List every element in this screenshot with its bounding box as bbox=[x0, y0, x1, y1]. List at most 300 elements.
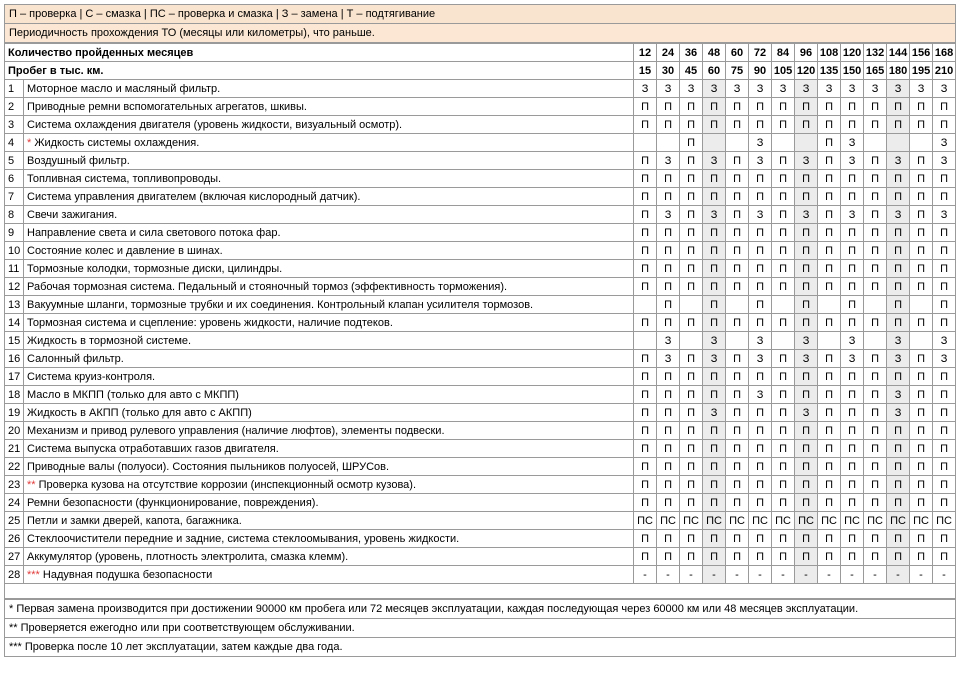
schedule-cell: П bbox=[680, 314, 703, 332]
schedule-cell: П bbox=[887, 98, 910, 116]
schedule-cell: П bbox=[818, 188, 841, 206]
schedule-cell: П bbox=[818, 242, 841, 260]
schedule-cell: П bbox=[634, 260, 657, 278]
schedule-cell: З bbox=[887, 386, 910, 404]
schedule-cell: П bbox=[795, 260, 818, 278]
schedule-cell: П bbox=[910, 278, 933, 296]
schedule-cell: П bbox=[749, 530, 772, 548]
schedule-cell: З bbox=[795, 152, 818, 170]
schedule-cell: П bbox=[772, 440, 795, 458]
footnote-marker: * bbox=[27, 136, 32, 149]
schedule-cell: П bbox=[657, 98, 680, 116]
schedule-cell: П bbox=[795, 458, 818, 476]
schedule-cell bbox=[726, 296, 749, 314]
schedule-cell: З bbox=[841, 152, 864, 170]
row-description bbox=[24, 368, 634, 386]
schedule-cell: П bbox=[726, 548, 749, 566]
km-header-row-cell: 90 bbox=[749, 62, 772, 80]
schedule-cell: П bbox=[772, 404, 795, 422]
schedule-cell: П bbox=[818, 476, 841, 494]
schedule-cell: П bbox=[726, 440, 749, 458]
schedule-cell: П bbox=[818, 152, 841, 170]
schedule-cell: П bbox=[634, 458, 657, 476]
row-number: 11 bbox=[5, 260, 24, 278]
schedule-cell: З bbox=[818, 80, 841, 98]
schedule-cell: П bbox=[703, 224, 726, 242]
km-header-row-cell: 30 bbox=[657, 62, 680, 80]
schedule-cell: П bbox=[818, 440, 841, 458]
schedule-cell: П bbox=[680, 368, 703, 386]
row-description bbox=[24, 566, 634, 584]
schedule-cell: П bbox=[864, 458, 887, 476]
row-description bbox=[24, 152, 634, 170]
schedule-cell: П bbox=[749, 314, 772, 332]
schedule-cell: П bbox=[703, 476, 726, 494]
schedule-cell: П bbox=[680, 188, 703, 206]
row-description bbox=[24, 260, 634, 278]
schedule-cell: П bbox=[657, 404, 680, 422]
km-header-row-label: Пробег в тыс. км. bbox=[5, 62, 634, 80]
row-description bbox=[24, 332, 634, 350]
schedule-cell: П bbox=[634, 494, 657, 512]
schedule-cell: П bbox=[726, 260, 749, 278]
schedule-cell: П bbox=[703, 296, 726, 314]
schedule-cell: П bbox=[933, 116, 956, 134]
schedule-cell: П bbox=[680, 98, 703, 116]
months-header-row-cell: 120 bbox=[841, 44, 864, 62]
row-description bbox=[24, 350, 634, 368]
row-number: 13 bbox=[5, 296, 24, 314]
schedule-cell: П bbox=[933, 386, 956, 404]
schedule-cell: П bbox=[841, 116, 864, 134]
schedule-cell: П bbox=[634, 242, 657, 260]
schedule-cell: ПС bbox=[772, 512, 795, 530]
schedule-cell bbox=[680, 296, 703, 314]
schedule-cell: П bbox=[703, 440, 726, 458]
schedule-cell: П bbox=[680, 404, 703, 422]
schedule-cell: П bbox=[634, 368, 657, 386]
schedule-cell: П bbox=[657, 116, 680, 134]
schedule-cell: П bbox=[657, 458, 680, 476]
schedule-cell: П bbox=[864, 368, 887, 386]
schedule-cell: П bbox=[795, 314, 818, 332]
schedule-cell: П bbox=[749, 404, 772, 422]
schedule-cell: П bbox=[818, 260, 841, 278]
km-header-row-cell: 105 bbox=[772, 62, 795, 80]
schedule-cell: З bbox=[933, 152, 956, 170]
schedule-cell: П bbox=[749, 224, 772, 242]
row-description bbox=[24, 242, 634, 260]
table-row bbox=[5, 422, 956, 440]
schedule-cell: П bbox=[864, 188, 887, 206]
schedule-cell: З bbox=[657, 80, 680, 98]
schedule-cell: П bbox=[864, 98, 887, 116]
schedule-cell: П bbox=[864, 548, 887, 566]
schedule-cell: ПС bbox=[910, 512, 933, 530]
schedule-cell: П bbox=[726, 350, 749, 368]
schedule-cell: П bbox=[657, 278, 680, 296]
schedule-cell: П bbox=[726, 206, 749, 224]
schedule-cell: П bbox=[887, 422, 910, 440]
schedule-cell: П bbox=[864, 386, 887, 404]
row-description bbox=[24, 224, 634, 242]
schedule-cell: - bbox=[887, 566, 910, 584]
footnote-marker: ** bbox=[27, 478, 36, 491]
schedule-cell: П bbox=[864, 440, 887, 458]
schedule-cell bbox=[634, 296, 657, 314]
row-description bbox=[24, 476, 634, 494]
row-description-text: Направление света и сила светового потока фар. bbox=[27, 226, 281, 239]
schedule-cell bbox=[910, 332, 933, 350]
schedule-cell: П bbox=[910, 494, 933, 512]
schedule-cell: П bbox=[818, 404, 841, 422]
schedule-cell: П bbox=[772, 278, 795, 296]
schedule-cell: П bbox=[749, 440, 772, 458]
schedule-cell: П bbox=[795, 242, 818, 260]
schedule-cell: П bbox=[634, 476, 657, 494]
row-number: 17 bbox=[5, 368, 24, 386]
schedule-cell: П bbox=[841, 170, 864, 188]
schedule-cell: П bbox=[795, 188, 818, 206]
schedule-cell: П bbox=[933, 296, 956, 314]
schedule-cell: П bbox=[634, 440, 657, 458]
schedule-cell: П bbox=[726, 98, 749, 116]
schedule-cell: - bbox=[933, 566, 956, 584]
schedule-cell: П bbox=[933, 188, 956, 206]
schedule-cell: П bbox=[795, 98, 818, 116]
table-row bbox=[5, 134, 956, 152]
schedule-cell: П bbox=[703, 188, 726, 206]
schedule-cell: П bbox=[703, 494, 726, 512]
months-header-row-cell: 12 bbox=[634, 44, 657, 62]
schedule-cell bbox=[657, 134, 680, 152]
schedule-cell: П bbox=[933, 242, 956, 260]
schedule-cell: П bbox=[933, 422, 956, 440]
months-header-row-cell: 168 bbox=[933, 44, 956, 62]
schedule-cell bbox=[864, 296, 887, 314]
schedule-cell: З bbox=[841, 134, 864, 152]
schedule-cell: П bbox=[795, 530, 818, 548]
schedule-cell: П bbox=[680, 134, 703, 152]
schedule-cell: П bbox=[795, 170, 818, 188]
schedule-cell: П bbox=[703, 314, 726, 332]
row-description bbox=[24, 278, 634, 296]
schedule-cell: З bbox=[933, 350, 956, 368]
schedule-cell: П bbox=[864, 116, 887, 134]
schedule-cell: П bbox=[910, 170, 933, 188]
row-description bbox=[24, 548, 634, 566]
schedule-cell: П bbox=[703, 242, 726, 260]
schedule-cell: З bbox=[749, 80, 772, 98]
row-number: 8 bbox=[5, 206, 24, 224]
schedule-cell bbox=[772, 296, 795, 314]
schedule-cell: П bbox=[795, 278, 818, 296]
row-number: 18 bbox=[5, 386, 24, 404]
schedule-cell: П bbox=[887, 440, 910, 458]
row-description-text: Свечи зажигания. bbox=[27, 208, 118, 221]
schedule-cell bbox=[634, 332, 657, 350]
schedule-cell: З bbox=[910, 80, 933, 98]
schedule-cell: П bbox=[634, 98, 657, 116]
row-description-text: Воздушный фильтр. bbox=[27, 154, 130, 167]
km-header-row-cell: 150 bbox=[841, 62, 864, 80]
schedule-cell: П bbox=[841, 458, 864, 476]
row-number: 14 bbox=[5, 314, 24, 332]
schedule-cell: З bbox=[841, 332, 864, 350]
schedule-cell: З bbox=[887, 206, 910, 224]
months-header-row-cell: 60 bbox=[726, 44, 749, 62]
schedule-cell: П bbox=[933, 170, 956, 188]
schedule-cell: - bbox=[795, 566, 818, 584]
schedule-cell: П bbox=[910, 422, 933, 440]
schedule-cell: П bbox=[795, 548, 818, 566]
schedule-cell: П bbox=[772, 314, 795, 332]
schedule-cell: П bbox=[818, 206, 841, 224]
row-number: 22 bbox=[5, 458, 24, 476]
row-description bbox=[24, 404, 634, 422]
schedule-cell: - bbox=[772, 566, 795, 584]
schedule-cell: П bbox=[841, 224, 864, 242]
schedule-cell: П bbox=[680, 242, 703, 260]
schedule-cell: З bbox=[657, 152, 680, 170]
schedule-cell: П bbox=[680, 224, 703, 242]
schedule-cell: П bbox=[933, 98, 956, 116]
schedule-cell: П bbox=[933, 440, 956, 458]
row-description bbox=[24, 386, 634, 404]
schedule-cell: П bbox=[910, 260, 933, 278]
months-header-row-cell: 156 bbox=[910, 44, 933, 62]
km-header-row bbox=[5, 62, 956, 80]
table-row bbox=[5, 242, 956, 260]
table-row bbox=[5, 458, 956, 476]
schedule-cell: П bbox=[795, 386, 818, 404]
row-description bbox=[24, 98, 634, 116]
row-description-text: Масло в МКПП (только для авто с МКПП) bbox=[27, 388, 239, 401]
schedule-cell: П bbox=[726, 530, 749, 548]
row-description-text: Вакуумные шланги, тормозные трубки и их соединения. Контрольный клапан усилителя тормозов. bbox=[27, 298, 534, 311]
schedule-cell: П bbox=[657, 530, 680, 548]
schedule-cell: П bbox=[634, 188, 657, 206]
row-number: 5 bbox=[5, 152, 24, 170]
schedule-cell: ПС bbox=[657, 512, 680, 530]
schedule-cell: П bbox=[749, 548, 772, 566]
footnote-marker: *** bbox=[27, 568, 40, 581]
table-row bbox=[5, 314, 956, 332]
schedule-cell: П bbox=[818, 548, 841, 566]
schedule-cell: П bbox=[634, 170, 657, 188]
schedule-cell: П bbox=[749, 260, 772, 278]
schedule-cell: З bbox=[933, 134, 956, 152]
schedule-cell: П bbox=[910, 242, 933, 260]
schedule-cell: З bbox=[887, 404, 910, 422]
schedule-cell: ПС bbox=[864, 512, 887, 530]
schedule-cell: П bbox=[933, 494, 956, 512]
row-description bbox=[24, 116, 634, 134]
schedule-cell: П bbox=[657, 494, 680, 512]
schedule-cell: З bbox=[657, 350, 680, 368]
schedule-cell: П bbox=[818, 368, 841, 386]
schedule-cell: П bbox=[703, 548, 726, 566]
schedule-cell: П bbox=[657, 188, 680, 206]
schedule-cell: П bbox=[864, 404, 887, 422]
schedule-cell: П bbox=[818, 170, 841, 188]
row-description-text: Жидкость системы охлаждения. bbox=[31, 136, 200, 149]
schedule-cell: П bbox=[772, 242, 795, 260]
months-header-row-cell: 132 bbox=[864, 44, 887, 62]
schedule-cell: З bbox=[795, 404, 818, 422]
row-number: 10 bbox=[5, 242, 24, 260]
schedule-cell: П bbox=[887, 278, 910, 296]
schedule-cell: П bbox=[864, 350, 887, 368]
schedule-cell: П bbox=[910, 350, 933, 368]
schedule-cell: П bbox=[841, 386, 864, 404]
schedule-cell: П bbox=[726, 152, 749, 170]
row-number: 20 bbox=[5, 422, 24, 440]
footnote: ** Проверяется ежегодно или при соответствующем обслуживании. bbox=[4, 619, 956, 638]
schedule-cell bbox=[910, 134, 933, 152]
schedule-cell: П bbox=[772, 116, 795, 134]
schedule-cell: П bbox=[749, 458, 772, 476]
schedule-cell: П bbox=[749, 476, 772, 494]
schedule-cell: П bbox=[933, 530, 956, 548]
row-description-text: Механизм и привод рулевого управления (наличие люфтов), элементы подвески. bbox=[27, 424, 445, 437]
schedule-cell: П bbox=[680, 530, 703, 548]
row-description-text: Тормозная система и сцепление: уровень жидкости, наличие подтеков. bbox=[27, 316, 393, 329]
schedule-cell: П bbox=[864, 476, 887, 494]
schedule-cell: П bbox=[680, 386, 703, 404]
row-description-text: Надувная подушка безопасности bbox=[39, 568, 213, 581]
schedule-cell: П bbox=[749, 188, 772, 206]
row-description-text: Жидкость в АКПП (только для авто с АКПП) bbox=[27, 406, 252, 419]
schedule-cell: З bbox=[657, 332, 680, 350]
schedule-cell: П bbox=[680, 350, 703, 368]
schedule-cell: ПС bbox=[933, 512, 956, 530]
schedule-cell: П bbox=[933, 278, 956, 296]
row-number: 9 bbox=[5, 224, 24, 242]
schedule-cell: П bbox=[749, 242, 772, 260]
schedule-cell: П bbox=[795, 440, 818, 458]
row-number: 4 bbox=[5, 134, 24, 152]
schedule-cell: П bbox=[795, 476, 818, 494]
table-row bbox=[5, 440, 956, 458]
schedule-cell: П bbox=[841, 98, 864, 116]
schedule-cell: З bbox=[703, 350, 726, 368]
months-header-row-cell: 36 bbox=[680, 44, 703, 62]
legend-band: П – проверка | С – смазка | ПС – проверка и смазка | З – замена | Т – подтягивание bbox=[4, 4, 956, 24]
schedule-cell: П bbox=[910, 368, 933, 386]
schedule-cell: З bbox=[703, 404, 726, 422]
schedule-cell: П bbox=[818, 98, 841, 116]
row-number: 27 bbox=[5, 548, 24, 566]
schedule-cell: П bbox=[933, 314, 956, 332]
schedule-cell: ПС bbox=[703, 512, 726, 530]
schedule-cell: З bbox=[933, 206, 956, 224]
schedule-cell: П bbox=[772, 224, 795, 242]
schedule-cell: П bbox=[818, 422, 841, 440]
schedule-cell: П bbox=[703, 386, 726, 404]
schedule-cell: З bbox=[887, 350, 910, 368]
km-header-row-cell: 45 bbox=[680, 62, 703, 80]
row-description-text: Ремни безопасности (функционирование, повреждения). bbox=[27, 496, 319, 509]
schedule-cell: П bbox=[841, 422, 864, 440]
row-description-text: Стеклоочистители передние и задние, система стеклоомывания, уровень жидкости. bbox=[27, 532, 460, 545]
schedule-cell: З bbox=[887, 80, 910, 98]
schedule-cell: П bbox=[864, 530, 887, 548]
row-description-text: Жидкость в тормозной системе. bbox=[27, 334, 192, 347]
schedule-cell: П bbox=[795, 368, 818, 386]
schedule-cell: П bbox=[726, 458, 749, 476]
schedule-cell: - bbox=[841, 566, 864, 584]
row-description-text: Система круиз-контроля. bbox=[27, 370, 156, 383]
km-header-row-cell: 195 bbox=[910, 62, 933, 80]
schedule-cell: П bbox=[657, 440, 680, 458]
schedule-cell: П bbox=[772, 386, 795, 404]
row-description bbox=[24, 422, 634, 440]
schedule-cell: П bbox=[657, 368, 680, 386]
schedule-cell: П bbox=[818, 278, 841, 296]
schedule-cell: П bbox=[795, 116, 818, 134]
schedule-cell: П bbox=[772, 350, 795, 368]
schedule-cell: П bbox=[910, 224, 933, 242]
schedule-cell: П bbox=[680, 476, 703, 494]
schedule-cell: - bbox=[680, 566, 703, 584]
schedule-cell: П bbox=[841, 278, 864, 296]
schedule-cell: П bbox=[818, 134, 841, 152]
schedule-cell: П bbox=[634, 224, 657, 242]
schedule-cell: П bbox=[634, 548, 657, 566]
schedule-cell: П bbox=[841, 494, 864, 512]
schedule-cell: З bbox=[795, 332, 818, 350]
schedule-cell: П bbox=[680, 458, 703, 476]
schedule-cell: П bbox=[726, 224, 749, 242]
row-description-text: Аккумулятор (уровень, плотность электролита, смазка клемм). bbox=[27, 550, 349, 563]
table-row bbox=[5, 368, 956, 386]
months-header-row-cell: 72 bbox=[749, 44, 772, 62]
schedule-cell: П bbox=[887, 296, 910, 314]
schedule-cell: П bbox=[910, 206, 933, 224]
schedule-cell: П bbox=[703, 116, 726, 134]
schedule-cell: З bbox=[726, 80, 749, 98]
schedule-cell: П bbox=[818, 494, 841, 512]
schedule-cell bbox=[680, 332, 703, 350]
table-row bbox=[5, 206, 956, 224]
schedule-cell: П bbox=[680, 494, 703, 512]
table-row bbox=[5, 566, 956, 584]
row-description-text: Салонный фильтр. bbox=[27, 352, 124, 365]
schedule-cell: П bbox=[772, 206, 795, 224]
km-header-row-cell: 210 bbox=[933, 62, 956, 80]
schedule-cell bbox=[634, 134, 657, 152]
schedule-cell: ПС bbox=[749, 512, 772, 530]
schedule-cell: З bbox=[749, 152, 772, 170]
schedule-cell: П bbox=[864, 242, 887, 260]
schedule-cell: П bbox=[933, 548, 956, 566]
schedule-cell: П bbox=[726, 386, 749, 404]
schedule-cell: П bbox=[910, 152, 933, 170]
schedule-cell: З bbox=[795, 350, 818, 368]
footnotes bbox=[4, 599, 956, 657]
schedule-cell: П bbox=[864, 494, 887, 512]
schedule-cell: П bbox=[634, 278, 657, 296]
months-header-row-label: Количество пройденных месяцев bbox=[5, 44, 634, 62]
schedule-cell: П bbox=[680, 278, 703, 296]
row-description-text: Петли и замки дверей, капота, багажника. bbox=[27, 514, 242, 527]
schedule-cell: П bbox=[634, 422, 657, 440]
schedule-cell: П bbox=[772, 458, 795, 476]
schedule-cell: П bbox=[910, 530, 933, 548]
row-number: 26 bbox=[5, 530, 24, 548]
schedule-cell: З bbox=[749, 350, 772, 368]
